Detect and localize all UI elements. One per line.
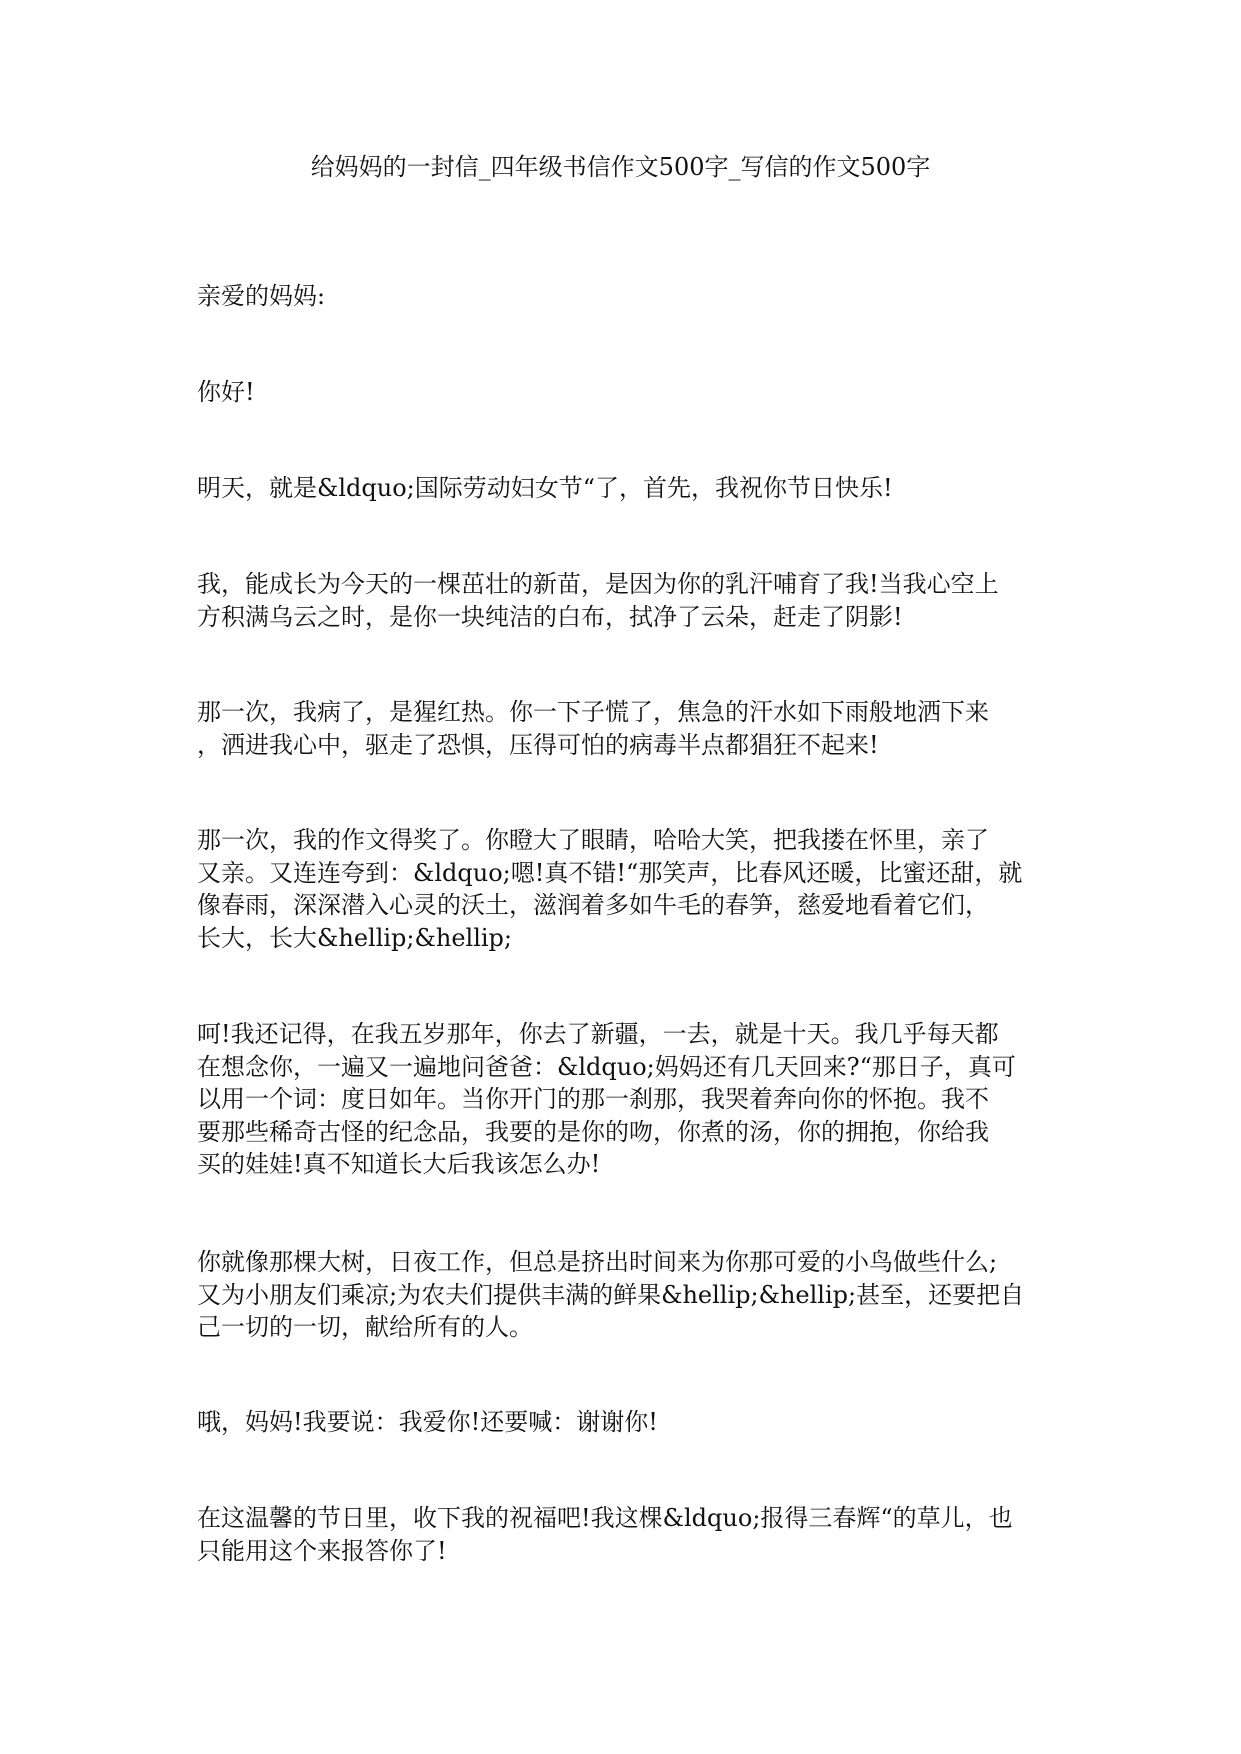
text-line: 亲爱的妈妈:	[197, 282, 326, 310]
document-title: 给妈妈的一封信_四年级书信作文500字_写信的作文500字	[310, 153, 931, 181]
salutation	[197, 280, 1042, 313]
text-line: 以用一个词：度日如年。当你开门的那一刹那，我哭着奔向你的怀抱。我不	[197, 1085, 989, 1113]
text-line: 又亲。又连连夸到：&ldquo;嗯!真不错!“那笑声，比春风还暖，比蜜还甜，就	[197, 858, 1023, 887]
paragraph-tree	[197, 1246, 1042, 1344]
text-line: 又为小朋友们乘凉;为农夫们提供丰满的鲜果&hellip;&hellip;甚至，还要把自	[197, 1280, 1025, 1309]
text-line: 只能用这个来报答你了!	[197, 1536, 447, 1565]
paragraph-closing	[197, 1502, 1042, 1567]
text-line: 你好!	[197, 378, 255, 406]
paragraph-xinjiang	[197, 1018, 1042, 1181]
text-line: 哦，妈妈!我要说：我爱你!还要喊：谢谢你!	[197, 1408, 658, 1436]
text-line: 己一切的一切，献给所有的人。	[197, 1313, 533, 1341]
greeting	[197, 376, 1042, 409]
text-line: 长大，长大&hellip;&hellip;	[197, 923, 512, 952]
text-line: 方积满乌云之时，是你一块纯洁的白布，拭净了云朵，赶走了阴影!	[197, 602, 903, 631]
text-line: 在想念你，一遍又一遍地问爸爸：&ldquo;妈妈还有几天回来?“那日子，真可	[197, 1052, 1016, 1081]
text-line: 在这温馨的节日里，收下我的祝福吧!我这棵&ldquo;报得三春辉“的草儿，也	[197, 1504, 1013, 1532]
text-line: 呵!我还记得，在我五岁那年，你去了新疆，一去，就是十天。我几乎每天都	[197, 1020, 999, 1048]
text-line: 那一次，我病了，是猩红热。你一下子慌了，焦急的汗水如下雨般地洒下来	[197, 698, 989, 726]
paragraph-illness	[197, 696, 1042, 761]
text-line: 买的娃娃!真不知道长大后我该怎么办!	[197, 1150, 601, 1178]
paragraph-award	[197, 824, 1042, 954]
text-line: 我，能成长为今天的一棵茁壮的新苗，是因为你的乳汗哺育了我!当我心空上	[197, 570, 999, 598]
text-line: ，洒进我心中，驱走了恐惧，压得可怕的病毒半点都猖狂不起来!	[197, 730, 879, 759]
text-line: 像春雨，深深潜入心灵的沃土，滋润着多如牛毛的春笋，慈爱地看着它们，	[197, 891, 989, 919]
text-line: 要那些稀奇古怪的纪念品，我要的是你的吻，你煮的汤，你的拥抱，你给我	[197, 1117, 989, 1146]
paragraph-love	[197, 1406, 1042, 1439]
text-line: 你就像那棵大树，日夜工作，但总是挤出时间来为你那可爱的小鸟做些什么;	[197, 1248, 998, 1276]
text-line: 明天，就是&ldquo;国际劳动妇女节“了，首先，我祝你节日快乐!	[197, 474, 893, 502]
paragraph-holiday	[197, 472, 1042, 505]
paragraph-growth	[197, 568, 1042, 633]
text-line: 那一次，我的作文得奖了。你瞪大了眼睛，哈哈大笑，把我搂在怀里，亲了	[197, 826, 989, 854]
